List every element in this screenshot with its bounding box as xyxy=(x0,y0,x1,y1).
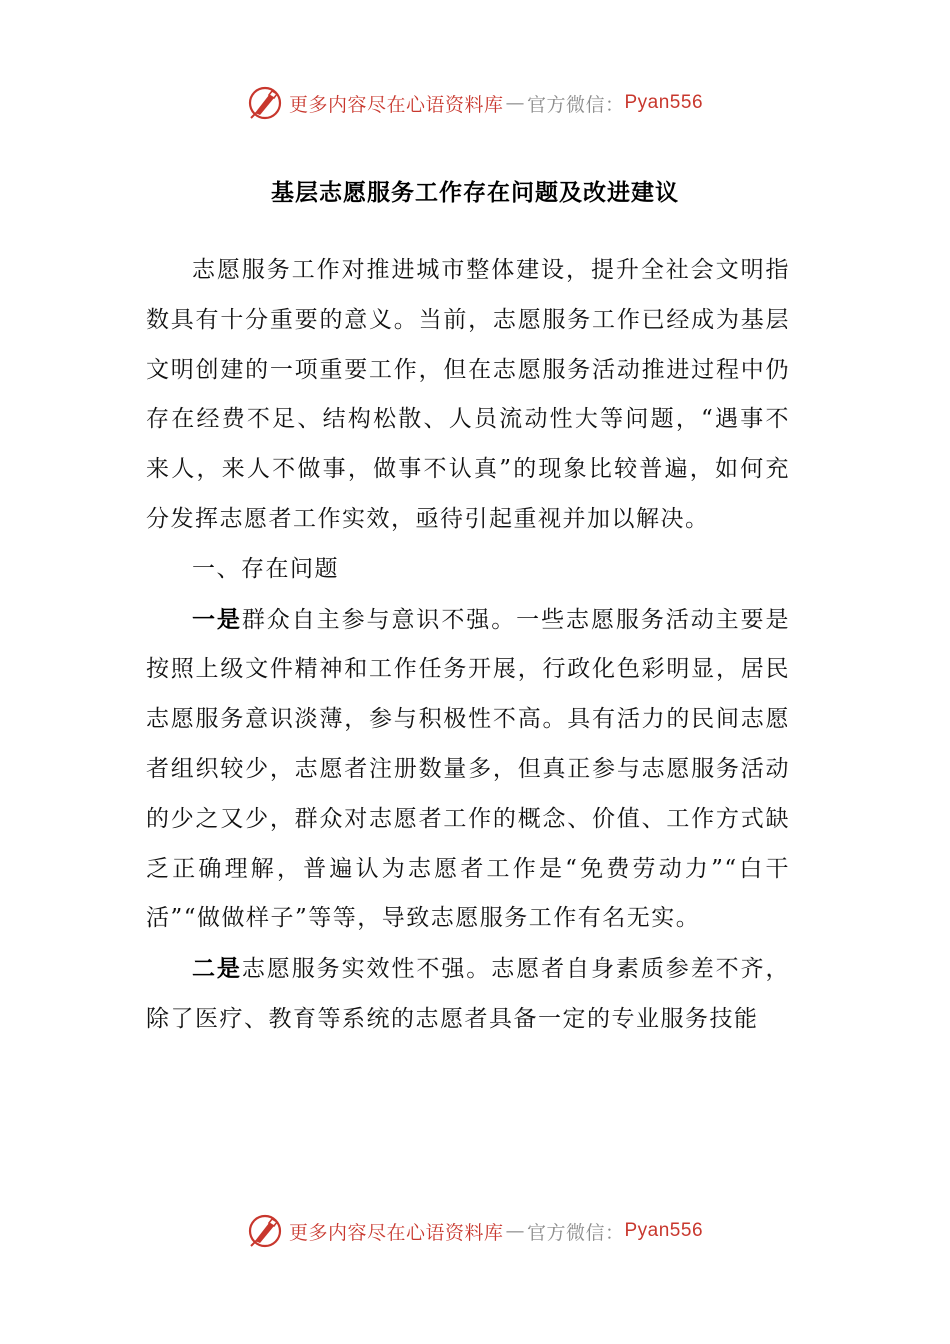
document-body xyxy=(146,246,790,1045)
point-text-1: 群众自主参与意识不强。一些志愿服务活动主要是按照上级文件精神和工作任务开展，行政化色彩明显，居民志愿服务意识淡薄，参与积极性不高。具有活力的民间志愿者组织较少，志愿者注册数量多，但真正参与志愿服务活动的少之又少，群众对志愿者工作的概念、价值、工作方式缺乏正确理解，普遍认为志愿者工作是“免费劳动力”“白干活”“做做样子”等等，导致志愿服务工作有名无实。 xyxy=(146,606,791,932)
site-name: 更多内容尽在心语资料库 xyxy=(288,93,504,116)
point-lead-1: 一是 xyxy=(192,605,242,633)
section-heading: 一、存在问题 xyxy=(192,555,339,582)
pen-nib-logo-icon xyxy=(247,1213,283,1249)
footer-banner xyxy=(0,1209,950,1253)
banner-dash: — xyxy=(505,92,525,114)
point-lead-2: 二是 xyxy=(192,955,242,983)
document-title: 基层志愿服务工作存在问题及改进建议 xyxy=(271,179,679,206)
point-text-2: 志愿服务实效性不强。志愿者自身素质参差不齐，除了医疗、教育等系统的志愿者具备一定的专业服务技能 xyxy=(146,956,791,1032)
official-label: 官方微信： xyxy=(526,1221,625,1244)
point-paragraph-2 xyxy=(146,944,790,1045)
site-name: 更多内容尽在心语资料库 xyxy=(288,1221,504,1244)
banner-dash: — xyxy=(505,1220,525,1242)
official-label: 官方微信： xyxy=(526,93,625,116)
header-banner xyxy=(0,81,950,125)
wechat-account: Pyan556 xyxy=(624,1220,704,1241)
intro-paragraph: 志愿服务工作对推进城市整体建设，提升全社会文明指数具有十分重要的意义。当前，志愿服务工作已经成为基层文明创建的一项重要工作，但在志愿服务活动推进过程中仍存在经费不足、结构松散、人员流动性大等问题，“遇事不来人，来人不做事，做事不认真”的现象比较普遍，如何充分发挥志愿者工作实效，亟待引起重视并加以解决。 xyxy=(146,257,790,532)
point-paragraph-1 xyxy=(146,595,790,945)
pen-nib-logo-icon xyxy=(247,85,283,121)
wechat-account: Pyan556 xyxy=(624,92,704,113)
